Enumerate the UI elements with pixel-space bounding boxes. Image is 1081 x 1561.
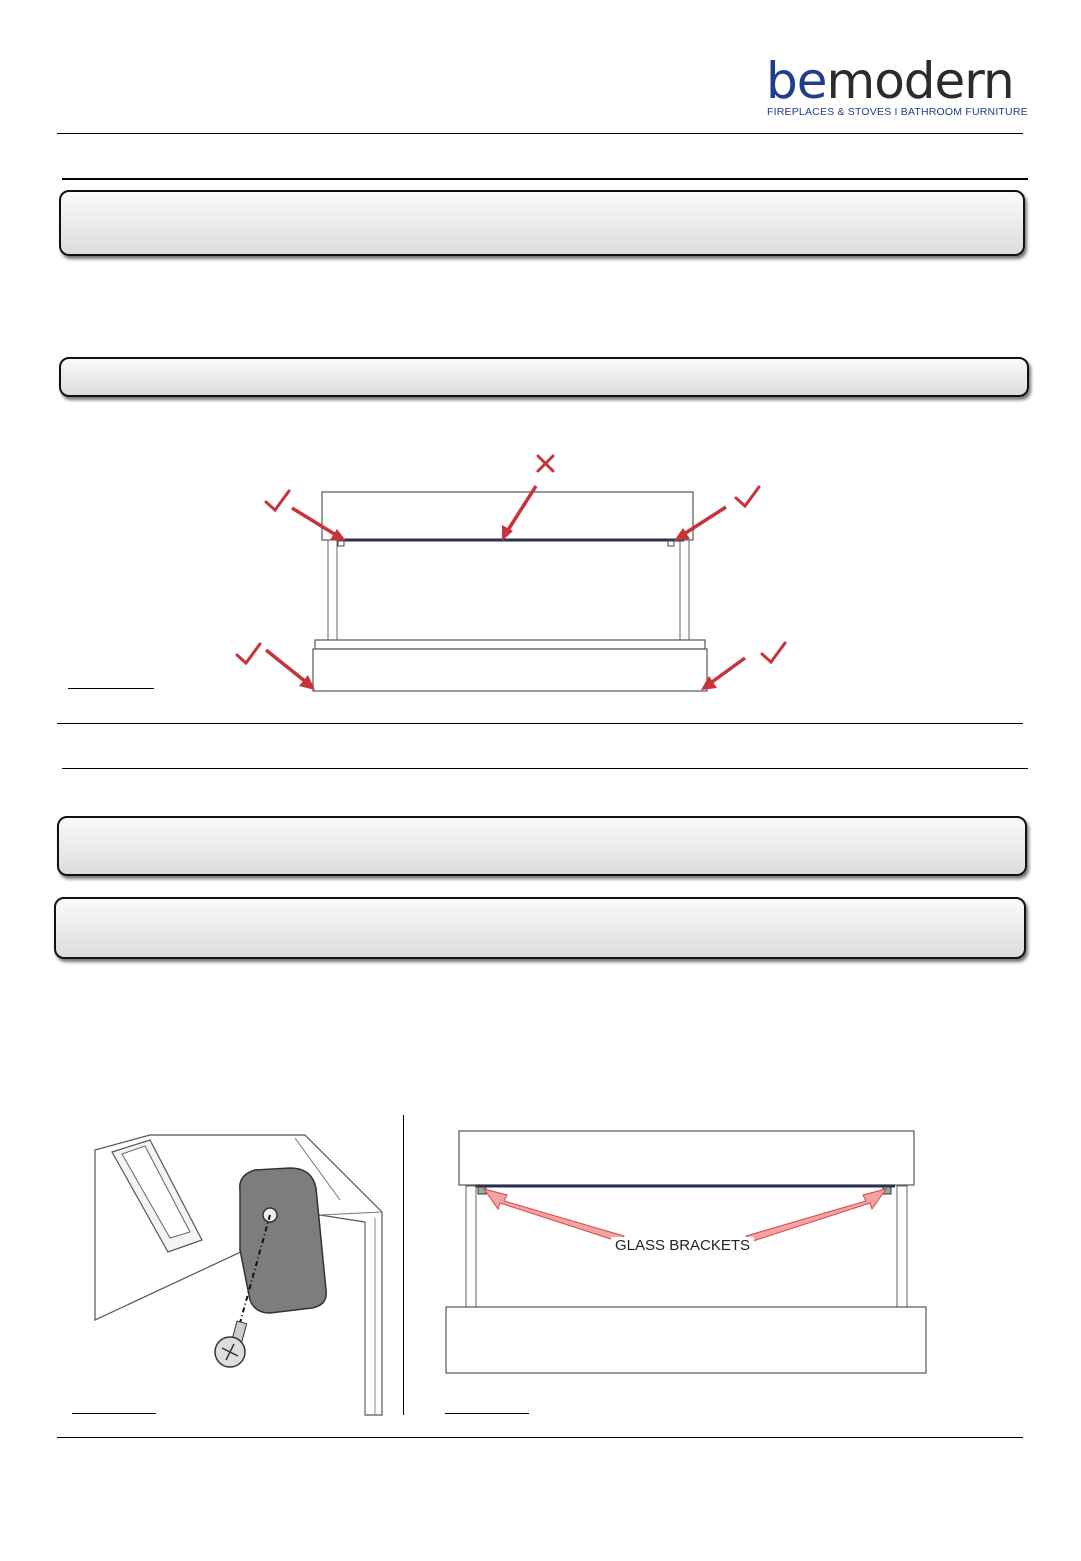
cross-mark-icon: [538, 456, 553, 471]
figure-bracket-screw-detail: [90, 1130, 395, 1415]
brand-logo: [766, 52, 1028, 126]
section-rule-3: [62, 768, 1028, 769]
arrow-to-right-bracket: [746, 1189, 886, 1242]
header-rule: [57, 133, 1023, 134]
figure-1-caption-underline: [68, 688, 154, 689]
check-mark-icon: [237, 644, 260, 663]
section-banner-3: [57, 816, 1027, 876]
glass-right-pane: [680, 540, 689, 641]
figure-3-caption-underline: [445, 1413, 529, 1414]
section-rule-2: [57, 723, 1023, 724]
section-banner-4: [54, 897, 1026, 959]
figure-2-caption-underline: [72, 1413, 156, 1414]
bracket-left: [338, 541, 344, 546]
arrow-bottom-left: [266, 650, 315, 690]
glass-left-pane: [466, 1186, 476, 1307]
fireplace-base: [313, 649, 707, 691]
arrow-to-left-bracket: [484, 1189, 624, 1242]
check-mark-icon: [762, 643, 785, 662]
fireplace-base: [446, 1307, 926, 1373]
logo-modern: modern: [826, 52, 1014, 110]
logo-wordmark: [766, 52, 1014, 110]
section-banner-2: [59, 357, 1029, 397]
section-rule-1: [62, 178, 1028, 180]
footer-rule: [57, 1437, 1023, 1438]
fireplace-base-lip: [315, 640, 705, 649]
figure-divider: [403, 1115, 404, 1415]
logo-tagline: FIREPLACES & STOVES I BATHROOM FURNITURE: [767, 106, 1028, 118]
bracket-right: [668, 541, 674, 546]
logo-be: be: [766, 52, 827, 110]
check-mark-icon: [266, 491, 289, 510]
screw-icon: [215, 1321, 247, 1367]
fireplace-top-hood: [459, 1131, 914, 1185]
glass-right-pane: [897, 1186, 907, 1307]
glass-left-pane: [328, 540, 337, 641]
section-banner-1: [59, 190, 1025, 256]
glass-bracket-plate: [240, 1168, 326, 1313]
figure-glass-check-diagram: [0, 440, 1081, 710]
glass-brackets-label: GLASS BRACKETS: [611, 1237, 754, 1254]
check-mark-icon: [736, 487, 759, 506]
